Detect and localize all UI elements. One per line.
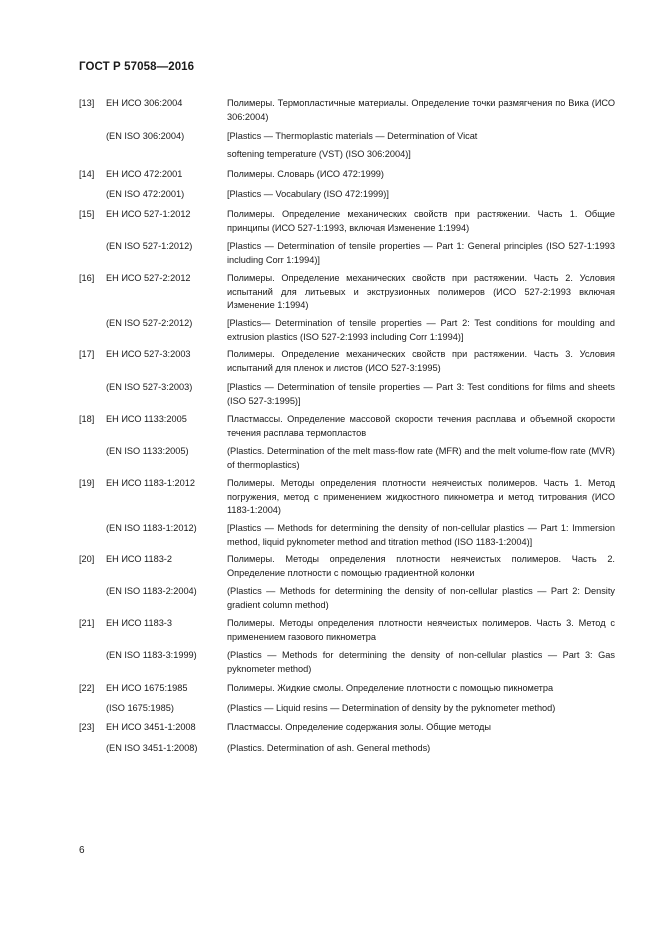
reference-code: (ISO 1675:1985) (106, 703, 174, 713)
reference-code: ЕН ИСО 1183-2 (106, 554, 172, 564)
reference-code: ЕН ИСО 1183-3 (106, 618, 172, 628)
reference-title: (Plastics — Methods for determining the density of non-cellular plastics — Part 2: Density gradient column method) (227, 586, 615, 610)
reference-code: (EN ISO 1183-3:1999) (106, 650, 197, 660)
reference-title: Пластмассы. Определение содержания золы. Общие методы (227, 722, 491, 732)
reference-title: [Plastics — Determination of tensile properties — Part 3: Test conditions for films and sheets (ISO 527-3:1995)] (227, 382, 615, 406)
reference-code: (EN ISO 1183-1:2012) (106, 523, 197, 533)
reference-code: ЕН ИСО 527-1:2012 (106, 209, 191, 219)
reference-number: [21] (79, 618, 95, 628)
reference-code: (EN ISO 527-1:2012) (106, 241, 193, 251)
reference-number: [17] (79, 349, 95, 359)
reference-number: [18] (79, 414, 95, 424)
reference-number: [23] (79, 722, 95, 732)
reference-code: (EN ISO 527-3:2003) (106, 382, 193, 392)
reference-title: softening temperature (VST) (ISO 306:2004)] (227, 149, 411, 159)
reference-number: [14] (79, 169, 95, 179)
reference-title: Пластмассы. Определение массовой скорости течения расплава и объемной скорости течения расплава термопластов (227, 414, 615, 438)
reference-title: (Plastics — Methods for determining the density of non-cellular plastics — Part 3: Gas pyknometer method) (227, 650, 615, 674)
reference-number: [16] (79, 273, 95, 283)
reference-title: Полимеры. Жидкие смолы. Определение плотности с помощью пикнометра (227, 683, 554, 693)
reference-number: [15] (79, 209, 95, 219)
reference-title: [Plastics — Thermoplastic materials — Determination of Vicat (227, 131, 478, 141)
reference-title: [Plastics — Determination of tensile properties — Part 1: General principles (ISO 527-1:1993 including Corr 1:1994)] (227, 241, 615, 265)
reference-code: ЕН ИСО 527-2:2012 (106, 273, 191, 283)
reference-number: [13] (79, 98, 95, 108)
reference-title: Полимеры. Методы определения плотности неячеистых полимеров. Часть 3. Метод с применением газового пикнометра (227, 618, 615, 642)
reference-title: (Plastics — Liquid resins — Determination of density by the pyknometer method) (227, 703, 556, 713)
reference-title: (Plastics. Determination of the melt mass-flow rate (MFR) and the melt volume-flow rate (MVR) of thermoplastics) (227, 446, 615, 470)
reference-title: Полимеры. Методы определения плотности неячеистых полимеров. Часть 1. Метод погружения, метод с применением жидкостного пикнометра и метод титрования (ИСО 1183-1:2004) (227, 478, 615, 515)
reference-code: ЕН ИСО 527-3:2003 (106, 349, 191, 359)
reference-title: [Plastics— Determination of tensile properties — Part 2: Test conditions for moulding and extrusion plastics (ISO 527-2:1993 including Corr 1:1994)] (227, 318, 615, 342)
reference-title: (Plastics. Determination of ash. General methods) (227, 743, 431, 753)
reference-code: ЕН ИСО 472:2001 (106, 169, 183, 179)
reference-code: ЕН ИСО 1675:1985 (106, 683, 188, 693)
reference-code: ЕН ИСО 1183-1:2012 (106, 478, 195, 488)
reference-code: (EN ISO 472:2001) (106, 189, 185, 199)
reference-code: ЕН ИСО 1133:2005 (106, 414, 187, 424)
reference-title: Полимеры. Определение механических свойств при растяжении. Часть 1. Общие принципы (ИСО 527-1:1993, включая Изменение 1:1994) (227, 209, 615, 233)
reference-code: (EN ISO 3451-1:2008) (106, 743, 198, 753)
reference-number: [19] (79, 478, 95, 488)
reference-code: (EN ISO 306:2004) (106, 131, 185, 141)
reference-code: ЕН ИСО 3451-1:2008 (106, 722, 196, 732)
reference-code: (EN ISO 1133:2005) (106, 446, 189, 456)
reference-number: [22] (79, 683, 95, 693)
reference-title: Полимеры. Методы определения плотности неячеистых полимеров. Часть 2. Определение плотности с помощью градиентной колонки (227, 554, 615, 578)
reference-code: ЕН ИСО 306:2004 (106, 98, 183, 108)
reference-title: Полимеры. Словарь (ИСО 472:1999) (227, 169, 384, 179)
reference-title: Полимеры. Термопластичные материалы. Определение точки размягчения по Вика (ИСО 306:2004) (227, 98, 615, 122)
reference-number: [20] (79, 554, 95, 564)
reference-title: Полимеры. Определение механических свойств при растяжении. Часть 2. Условия испытаний для литьевых и экструзионных полимеров (ИСО 527-2:1993 включая Изменение 1:1994) (227, 273, 615, 310)
reference-code: (EN ISO 527-2:2012) (106, 318, 193, 328)
page-number: 6 (79, 845, 85, 856)
reference-title: [Plastics — Vocabulary (ISO 472:1999)] (227, 189, 389, 199)
document-title: ГОСТ Р 57058—2016 (79, 61, 195, 73)
reference-title: Полимеры. Определение механических свойств при растяжении. Часть 3. Условия испытаний для пленок и листов (ИСО 527-3:1995) (227, 349, 615, 373)
reference-title: [Plastics — Methods for determining the density of non-cellular plastics — Part 1: Immersion method, liquid pyknometer method and titration method (ISO 1183-1:2004)] (227, 523, 615, 547)
reference-code: (EN ISO 1183-2:2004) (106, 586, 197, 596)
